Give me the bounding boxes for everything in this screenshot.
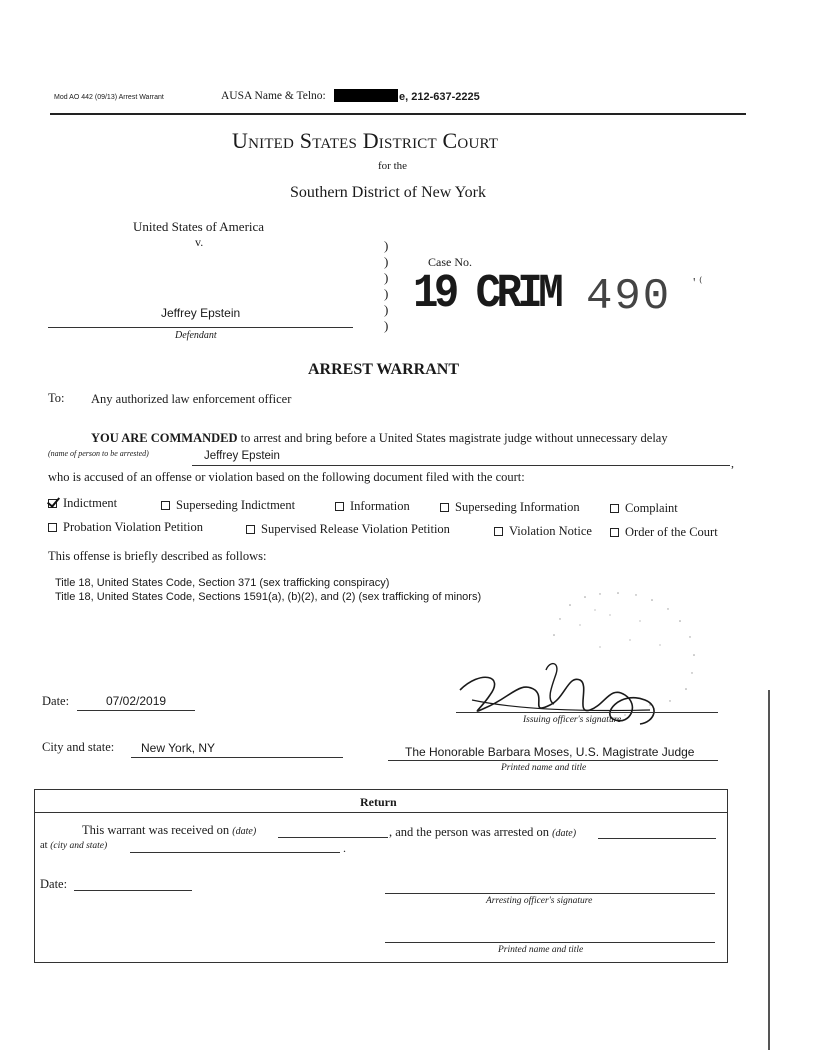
plaintiff-name: United States of America bbox=[133, 219, 265, 234]
doc-superseding-information[interactable] bbox=[440, 500, 580, 515]
city-rule bbox=[131, 757, 343, 758]
paren-4: ) bbox=[384, 286, 389, 301]
for-the: for the bbox=[378, 160, 408, 172]
received-date-tag: (date) bbox=[232, 826, 257, 837]
checkbox-checked-icon[interactable] bbox=[48, 499, 57, 508]
redaction-box bbox=[334, 89, 398, 102]
accused-text: who is accused of an offense or violation based on the following document filed with the court: bbox=[48, 470, 525, 484]
doc-label: Probation Violation Petition bbox=[63, 520, 203, 534]
doc-label: Superseding Information bbox=[455, 500, 580, 514]
doc-order-of-court[interactable] bbox=[610, 525, 718, 540]
return-date-field[interactable] bbox=[74, 890, 192, 891]
received-line bbox=[82, 823, 256, 838]
offense-intro: This offense is briefly described as follows: bbox=[48, 549, 267, 563]
ausa-label: AUSA Name & Telno: bbox=[221, 90, 326, 102]
doc-information[interactable] bbox=[335, 499, 410, 514]
doc-label: Indictment bbox=[63, 496, 118, 510]
command-line bbox=[91, 431, 668, 446]
case-label: Case No. bbox=[428, 255, 472, 269]
case-number-stamp: 19 CRIM bbox=[413, 268, 560, 321]
case-number-suffix: 490 bbox=[586, 272, 672, 322]
doc-superseding-indictment[interactable] bbox=[161, 498, 295, 513]
paren-6: ) bbox=[384, 318, 389, 333]
command-text: to arrest and bring before a United States magistrate judge without unnecessary delay bbox=[240, 431, 668, 445]
arresting-signature-label: Arresting officer's signature bbox=[486, 896, 593, 906]
paren-3: ) bbox=[384, 270, 389, 285]
received-date-field[interactable] bbox=[278, 837, 388, 838]
checkbox-icon[interactable] bbox=[610, 504, 619, 513]
doc-label: Order of the Court bbox=[625, 525, 718, 539]
scan-edge-line bbox=[768, 690, 770, 1050]
checkbox-icon[interactable] bbox=[335, 502, 344, 511]
judge-signature bbox=[450, 660, 670, 740]
paren-2: ) bbox=[384, 254, 389, 269]
checkbox-icon[interactable] bbox=[610, 528, 619, 537]
city-label: City and state: bbox=[42, 740, 115, 754]
issue-date-rule bbox=[77, 710, 195, 711]
offense-line-1: Title 18, United States Code, Section 371 (sex trafficking conspiracy) bbox=[55, 577, 390, 589]
issuer-signature-rule bbox=[456, 712, 718, 713]
defendant-name: Jeffrey Epstein bbox=[161, 306, 241, 320]
to-value: Any authorized law enforcement officer bbox=[91, 392, 292, 406]
return-title-rule bbox=[34, 812, 728, 813]
doc-label: Superseding Indictment bbox=[176, 498, 296, 512]
checkbox-icon[interactable] bbox=[494, 527, 503, 536]
issue-date-label: Date: bbox=[42, 694, 70, 708]
arrestee-name: Jeffrey Epstein bbox=[204, 450, 280, 462]
doc-label: Supervised Release Violation Petition bbox=[261, 522, 450, 536]
city-value: New York, NY bbox=[141, 741, 216, 755]
court-name: United States District Court bbox=[232, 128, 499, 153]
doc-probation-violation[interactable] bbox=[48, 520, 203, 535]
arrested-line bbox=[389, 825, 576, 840]
arresting-printed-label: Printed name and title bbox=[498, 945, 584, 955]
doc-label: Violation Notice bbox=[509, 524, 592, 538]
checkbox-icon[interactable] bbox=[48, 523, 57, 532]
checkbox-icon[interactable] bbox=[161, 501, 170, 510]
arrestee-trailing: , bbox=[731, 456, 734, 470]
arrestee-rule bbox=[192, 465, 730, 466]
arresting-name-field[interactable] bbox=[385, 942, 715, 943]
command-emphasis: YOU ARE COMMANDED bbox=[91, 431, 238, 445]
checkbox-icon[interactable] bbox=[246, 525, 255, 534]
warrant-title: ARREST WARRANT bbox=[308, 361, 459, 378]
city-tag: (city and state) bbox=[50, 841, 108, 851]
arresting-signature-field[interactable] bbox=[385, 893, 715, 894]
doc-supervised-release[interactable] bbox=[246, 522, 450, 537]
return-date-label: Date: bbox=[40, 877, 68, 891]
defendant-label: Defendant bbox=[175, 330, 217, 341]
paren-1: ) bbox=[384, 238, 389, 253]
arrested-date-tag: (date) bbox=[552, 828, 577, 839]
stray-mark: ' ⁽ bbox=[693, 276, 703, 291]
return-box bbox=[34, 789, 728, 963]
checkbox-icon[interactable] bbox=[440, 503, 449, 512]
return-title: Return bbox=[360, 795, 397, 809]
judge-name-rule bbox=[388, 760, 718, 761]
judge-printed-label: Printed name and title bbox=[501, 763, 587, 773]
doc-violation-notice[interactable] bbox=[494, 524, 592, 539]
return-city-field[interactable] bbox=[130, 852, 340, 853]
offense-line-2: Title 18, United States Code, Sections 1591(a), (b)(2), and (2) (sex trafficking of minors) bbox=[55, 591, 482, 603]
doc-label: Complaint bbox=[625, 501, 678, 515]
arrestee-label: (name of person to be arrested) bbox=[48, 449, 149, 458]
judge-printed-name: The Honorable Barbara Moses, U.S. Magistrate Judge bbox=[405, 745, 695, 759]
defendant-rule bbox=[48, 327, 353, 328]
return-period: . bbox=[343, 841, 346, 855]
caption-parens bbox=[384, 238, 388, 334]
at-line bbox=[40, 840, 107, 851]
form-id: Mod AO 442 (09/13) Arrest Warrant bbox=[54, 94, 164, 101]
paren-5: ) bbox=[384, 302, 389, 317]
header-rule bbox=[50, 113, 746, 115]
to-label: To: bbox=[48, 391, 65, 405]
received-text: This warrant was received on bbox=[82, 823, 230, 837]
doc-complaint[interactable] bbox=[610, 501, 678, 516]
arrested-date-field[interactable] bbox=[598, 838, 716, 839]
doc-indictment[interactable] bbox=[48, 496, 117, 511]
versus-label: v. bbox=[195, 235, 204, 249]
issue-date-value: 07/02/2019 bbox=[106, 694, 167, 708]
arrested-text: , and the person was arrested on bbox=[389, 825, 550, 839]
doc-label: Information bbox=[350, 499, 410, 513]
at-label: at bbox=[40, 840, 48, 851]
district-name: Southern District of New York bbox=[290, 184, 486, 201]
ausa-value: e, 212-637-2225 bbox=[399, 91, 480, 103]
issuer-signature-label: Issuing officer's signature bbox=[523, 715, 622, 725]
